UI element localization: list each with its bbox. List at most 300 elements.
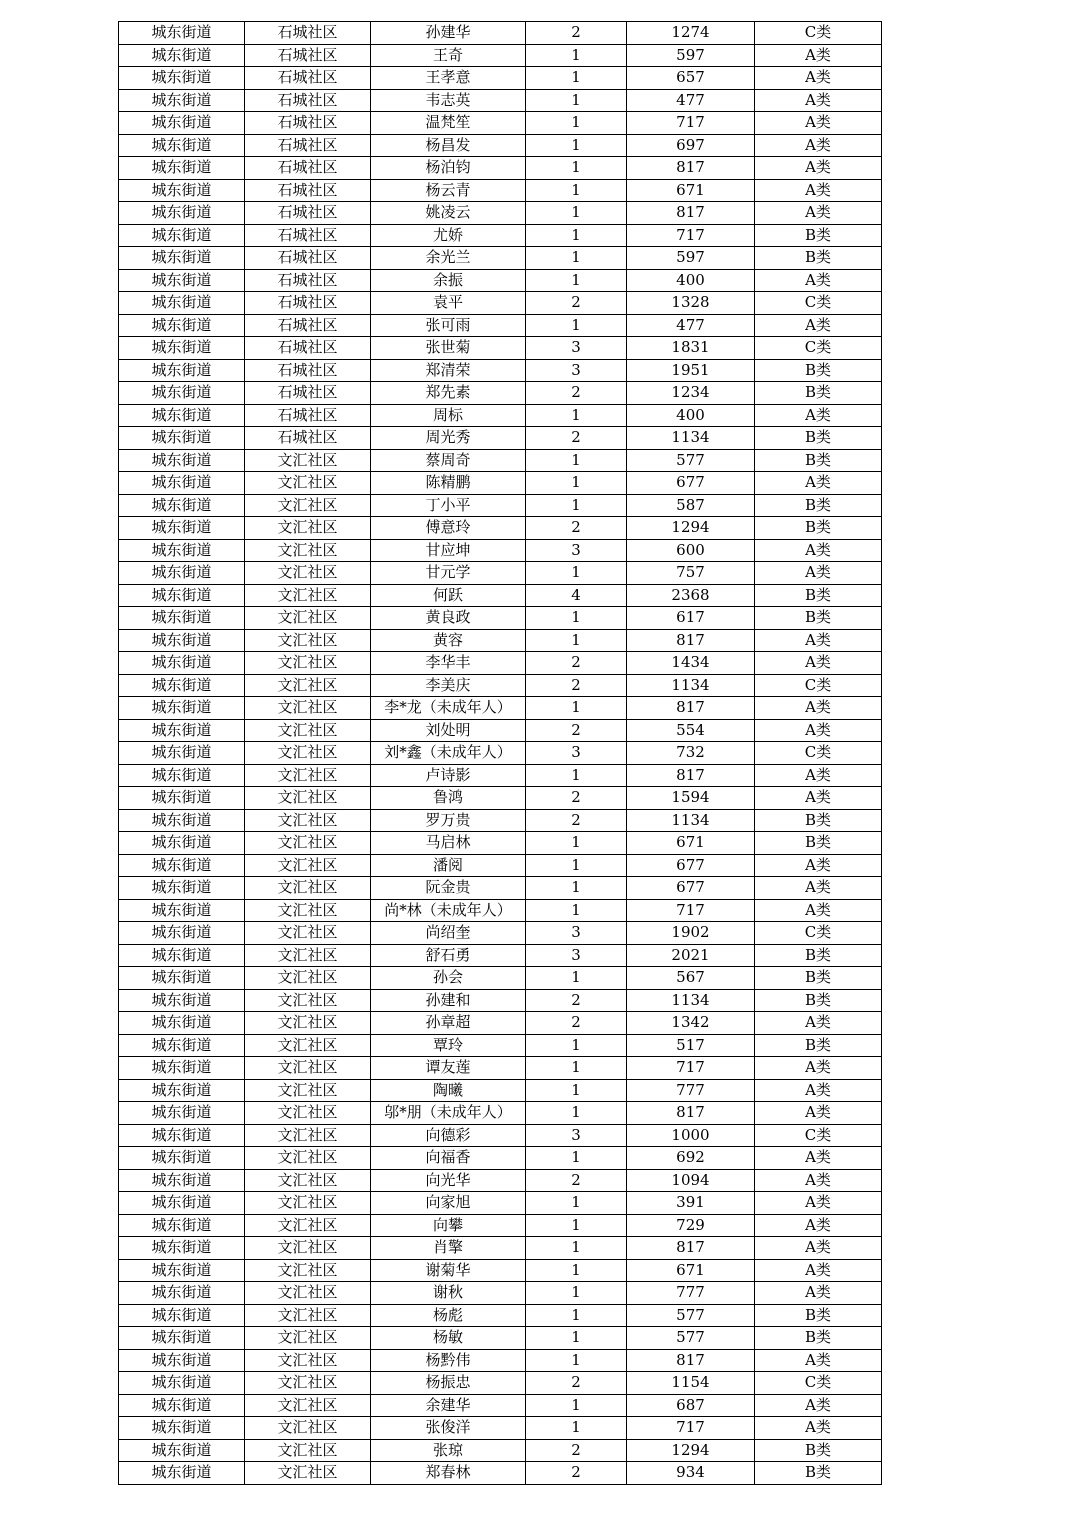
amount-cell: 1000 [627,1124,755,1147]
name-cell: 杨敏 [371,1327,526,1350]
street-cell: 城东街道 [119,269,245,292]
street-cell: 城东街道 [119,922,245,945]
table-row [119,607,882,630]
street-cell: 城东街道 [119,877,245,900]
amount-cell: 671 [627,832,755,855]
name-cell: 向德彩 [371,1124,526,1147]
table-row [119,652,882,675]
name-cell: 陈精鹏 [371,472,526,495]
amount-cell: 677 [627,854,755,877]
name-cell: 向福香 [371,1147,526,1170]
street-cell: 城东街道 [119,832,245,855]
category-cell: B类 [755,382,882,405]
name-cell: 余建华 [371,1394,526,1417]
amount-cell: 567 [627,967,755,990]
amount-cell: 477 [627,314,755,337]
household-size-cell: 2 [526,1012,627,1035]
category-cell: A类 [755,539,882,562]
amount-cell: 817 [627,697,755,720]
table-row [119,764,882,787]
category-cell: A类 [755,562,882,585]
amount-cell: 677 [627,877,755,900]
household-size-cell: 1 [526,967,627,990]
amount-cell: 717 [627,1057,755,1080]
table-row [119,697,882,720]
category-cell: B类 [755,1327,882,1350]
amount-cell: 1902 [627,922,755,945]
street-cell: 城东街道 [119,157,245,180]
table-row [119,1214,882,1237]
amount-cell: 400 [627,269,755,292]
category-cell: C类 [755,337,882,360]
community-cell: 石城社区 [245,134,371,157]
table-row [119,134,882,157]
category-cell: A类 [755,134,882,157]
street-cell: 城东街道 [119,1439,245,1462]
household-size-cell: 1 [526,629,627,652]
community-cell: 文汇社区 [245,1147,371,1170]
amount-cell: 817 [627,157,755,180]
community-cell: 石城社区 [245,157,371,180]
community-cell: 文汇社区 [245,472,371,495]
street-cell: 城东街道 [119,1282,245,1305]
street-cell: 城东街道 [119,719,245,742]
name-cell: 马启林 [371,832,526,855]
household-size-cell: 1 [526,1304,627,1327]
household-size-cell: 2 [526,1169,627,1192]
name-cell: 李华丰 [371,652,526,675]
table-row [119,787,882,810]
community-cell: 文汇社区 [245,1394,371,1417]
name-cell: 尚*林（未成年人） [371,899,526,922]
street-cell: 城东街道 [119,1192,245,1215]
amount-cell: 1294 [627,1439,755,1462]
amount-cell: 817 [627,1102,755,1125]
name-cell: 阮金贵 [371,877,526,900]
name-cell: 杨昌发 [371,134,526,157]
community-cell: 文汇社区 [245,562,371,585]
street-cell: 城东街道 [119,427,245,450]
household-size-cell: 2 [526,1462,627,1485]
household-size-cell: 1 [526,1057,627,1080]
household-size-cell: 3 [526,539,627,562]
street-cell: 城东街道 [119,1417,245,1440]
street-cell: 城东街道 [119,1169,245,1192]
street-cell: 城东街道 [119,1304,245,1327]
category-cell: C类 [755,922,882,945]
amount-cell: 554 [627,719,755,742]
amount-cell: 1294 [627,517,755,540]
name-cell: 鲁鸿 [371,787,526,810]
name-cell: 傅意玲 [371,517,526,540]
amount-cell: 1951 [627,359,755,382]
category-cell: A类 [755,719,882,742]
amount-cell: 2021 [627,944,755,967]
street-cell: 城东街道 [119,382,245,405]
name-cell: 李*龙（未成年人） [371,697,526,720]
category-cell: B类 [755,967,882,990]
name-cell: 肖擎 [371,1237,526,1260]
household-size-cell: 1 [526,1327,627,1350]
community-cell: 文汇社区 [245,1012,371,1035]
amount-cell: 587 [627,494,755,517]
amount-cell: 597 [627,44,755,67]
street-cell: 城东街道 [119,697,245,720]
table-row [119,629,882,652]
community-cell: 文汇社区 [245,877,371,900]
community-cell: 石城社区 [245,292,371,315]
category-cell: B类 [755,1462,882,1485]
category-cell: A类 [755,1192,882,1215]
street-cell: 城东街道 [119,1057,245,1080]
table-row [119,472,882,495]
amount-cell: 817 [627,1237,755,1260]
community-cell: 文汇社区 [245,1057,371,1080]
street-cell: 城东街道 [119,449,245,472]
street-cell: 城东街道 [119,562,245,585]
table-row [119,1147,882,1170]
community-cell: 文汇社区 [245,449,371,472]
name-cell: 刘*鑫（未成年人） [371,742,526,765]
category-cell: A类 [755,44,882,67]
community-cell: 石城社区 [245,179,371,202]
amount-cell: 717 [627,899,755,922]
name-cell: 卢诗影 [371,764,526,787]
table-row [119,44,882,67]
household-size-cell: 1 [526,607,627,630]
name-cell: 尤娇 [371,224,526,247]
category-cell: B类 [755,359,882,382]
community-cell: 文汇社区 [245,1169,371,1192]
street-cell: 城东街道 [119,359,245,382]
category-cell: A类 [755,1282,882,1305]
name-cell: 潘阅 [371,854,526,877]
table-row [119,967,882,990]
household-size-cell: 1 [526,112,627,135]
household-size-cell: 2 [526,517,627,540]
community-cell: 石城社区 [245,112,371,135]
household-size-cell: 1 [526,1214,627,1237]
amount-cell: 1274 [627,22,755,45]
amount-cell: 729 [627,1214,755,1237]
community-cell: 文汇社区 [245,764,371,787]
community-cell: 石城社区 [245,427,371,450]
category-cell: A类 [755,1079,882,1102]
street-cell: 城东街道 [119,292,245,315]
community-cell: 文汇社区 [245,1102,371,1125]
household-size-cell: 2 [526,382,627,405]
household-size-cell: 1 [526,854,627,877]
name-cell: 向攀 [371,1214,526,1237]
community-cell: 石城社区 [245,314,371,337]
street-cell: 城东街道 [119,112,245,135]
household-size-cell: 2 [526,787,627,810]
amount-cell: 1342 [627,1012,755,1035]
community-cell: 文汇社区 [245,629,371,652]
name-cell: 姚凌云 [371,202,526,225]
household-size-cell: 2 [526,1372,627,1395]
household-size-cell: 1 [526,1417,627,1440]
household-size-cell: 1 [526,1394,627,1417]
street-cell: 城东街道 [119,629,245,652]
category-cell: A类 [755,1417,882,1440]
street-cell: 城东街道 [119,337,245,360]
street-cell: 城东街道 [119,674,245,697]
amount-cell: 692 [627,1147,755,1170]
table-row [119,224,882,247]
community-cell: 文汇社区 [245,922,371,945]
table-row [119,1034,882,1057]
household-size-cell: 1 [526,157,627,180]
category-cell: A类 [755,764,882,787]
community-cell: 文汇社区 [245,1214,371,1237]
street-cell: 城东街道 [119,1372,245,1395]
street-cell: 城东街道 [119,584,245,607]
amount-cell: 657 [627,67,755,90]
street-cell: 城东街道 [119,1124,245,1147]
name-cell: 蔡周奇 [371,449,526,472]
amount-cell: 1831 [627,337,755,360]
category-cell: A类 [755,787,882,810]
community-cell: 文汇社区 [245,1349,371,1372]
category-cell: A类 [755,89,882,112]
amount-cell: 1094 [627,1169,755,1192]
community-cell: 文汇社区 [245,742,371,765]
category-cell: B类 [755,989,882,1012]
amount-cell: 817 [627,629,755,652]
street-cell: 城东街道 [119,472,245,495]
street-cell: 城东街道 [119,989,245,1012]
table-row [119,1349,882,1372]
community-cell: 石城社区 [245,202,371,225]
household-size-cell: 2 [526,719,627,742]
table-row [119,1012,882,1035]
amount-cell: 577 [627,449,755,472]
street-cell: 城东街道 [119,1259,245,1282]
street-cell: 城东街道 [119,67,245,90]
community-cell: 文汇社区 [245,1124,371,1147]
household-size-cell: 1 [526,1349,627,1372]
table-row [119,854,882,877]
household-size-cell: 3 [526,944,627,967]
name-cell: 余光兰 [371,247,526,270]
amount-cell: 617 [627,607,755,630]
category-cell: A类 [755,157,882,180]
community-cell: 文汇社区 [245,584,371,607]
name-cell: 王孝意 [371,67,526,90]
name-cell: 向光华 [371,1169,526,1192]
category-cell: B类 [755,607,882,630]
street-cell: 城东街道 [119,314,245,337]
name-cell: 杨黔伟 [371,1349,526,1372]
community-cell: 文汇社区 [245,1034,371,1057]
name-cell: 黄良政 [371,607,526,630]
community-cell: 石城社区 [245,224,371,247]
street-cell: 城东街道 [119,134,245,157]
street-cell: 城东街道 [119,742,245,765]
community-cell: 文汇社区 [245,494,371,517]
table-row [119,1417,882,1440]
street-cell: 城东街道 [119,899,245,922]
household-size-cell: 1 [526,1034,627,1057]
household-size-cell: 1 [526,697,627,720]
table-row [119,1462,882,1485]
table-row [119,1102,882,1125]
household-size-cell: 4 [526,584,627,607]
street-cell: 城东街道 [119,967,245,990]
amount-cell: 1134 [627,674,755,697]
category-cell: C类 [755,292,882,315]
household-size-cell: 1 [526,269,627,292]
category-cell: B类 [755,449,882,472]
name-cell: 郑先素 [371,382,526,405]
table-body [119,22,882,1485]
household-size-cell: 1 [526,44,627,67]
category-cell: C类 [755,674,882,697]
table-row [119,382,882,405]
table-row [119,157,882,180]
household-size-cell: 1 [526,764,627,787]
community-cell: 文汇社区 [245,1304,371,1327]
community-cell: 文汇社区 [245,1439,371,1462]
category-cell: B类 [755,247,882,270]
street-cell: 城东街道 [119,494,245,517]
amount-cell: 777 [627,1282,755,1305]
category-cell: A类 [755,404,882,427]
community-cell: 文汇社区 [245,899,371,922]
category-cell: A类 [755,67,882,90]
household-size-cell: 1 [526,89,627,112]
amount-cell: 697 [627,134,755,157]
household-size-cell: 1 [526,1102,627,1125]
table-row [119,562,882,585]
category-cell: A类 [755,472,882,495]
household-size-cell: 2 [526,652,627,675]
amount-cell: 732 [627,742,755,765]
name-cell: 周标 [371,404,526,427]
table-row [119,1259,882,1282]
household-size-cell: 2 [526,674,627,697]
community-cell: 文汇社区 [245,539,371,562]
category-cell: A类 [755,877,882,900]
household-size-cell: 1 [526,404,627,427]
category-cell: A类 [755,1259,882,1282]
category-cell: B类 [755,427,882,450]
street-cell: 城东街道 [119,1462,245,1485]
community-cell: 文汇社区 [245,1192,371,1215]
amount-cell: 400 [627,404,755,427]
household-size-cell: 1 [526,494,627,517]
table-row [119,674,882,697]
household-size-cell: 1 [526,1282,627,1305]
street-cell: 城东街道 [119,1349,245,1372]
household-size-cell: 1 [526,899,627,922]
table-row [119,1192,882,1215]
table-row [119,314,882,337]
category-cell: A类 [755,179,882,202]
name-cell: 舒石勇 [371,944,526,967]
table-row [119,269,882,292]
community-cell: 文汇社区 [245,944,371,967]
table-row [119,742,882,765]
name-cell: 周光秀 [371,427,526,450]
community-cell: 石城社区 [245,382,371,405]
household-size-cell: 3 [526,742,627,765]
community-cell: 文汇社区 [245,1372,371,1395]
street-cell: 城东街道 [119,202,245,225]
category-cell: A类 [755,1214,882,1237]
name-cell: 杨彪 [371,1304,526,1327]
category-cell: A类 [755,899,882,922]
street-cell: 城东街道 [119,607,245,630]
community-cell: 石城社区 [245,44,371,67]
category-cell: B类 [755,832,882,855]
street-cell: 城东街道 [119,179,245,202]
household-size-cell: 1 [526,832,627,855]
category-cell: B类 [755,224,882,247]
amount-cell: 597 [627,247,755,270]
category-cell: A类 [755,1102,882,1125]
household-size-cell: 1 [526,877,627,900]
street-cell: 城东街道 [119,1327,245,1350]
data-table [118,21,882,1485]
household-size-cell: 3 [526,359,627,382]
category-cell: B类 [755,517,882,540]
household-size-cell: 2 [526,292,627,315]
category-cell: A类 [755,1147,882,1170]
table-row [119,1079,882,1102]
amount-cell: 687 [627,1394,755,1417]
street-cell: 城东街道 [119,1237,245,1260]
street-cell: 城东街道 [119,1214,245,1237]
category-cell: B类 [755,494,882,517]
name-cell: 罗万贵 [371,809,526,832]
name-cell: 甘应坤 [371,539,526,562]
amount-cell: 1434 [627,652,755,675]
table-row [119,989,882,1012]
table-row [119,494,882,517]
community-cell: 文汇社区 [245,1417,371,1440]
table-row [119,719,882,742]
table-row [119,584,882,607]
category-cell: A类 [755,629,882,652]
street-cell: 城东街道 [119,404,245,427]
amount-cell: 1134 [627,809,755,832]
community-cell: 文汇社区 [245,697,371,720]
table-row [119,404,882,427]
amount-cell: 600 [627,539,755,562]
community-cell: 文汇社区 [245,1282,371,1305]
street-cell: 城东街道 [119,89,245,112]
amount-cell: 517 [627,1034,755,1057]
name-cell: 黄容 [371,629,526,652]
community-cell: 石城社区 [245,337,371,360]
table-row [119,1124,882,1147]
amount-cell: 757 [627,562,755,585]
amount-cell: 477 [627,89,755,112]
community-cell: 文汇社区 [245,787,371,810]
name-cell: 张俊洋 [371,1417,526,1440]
household-size-cell: 2 [526,989,627,1012]
community-cell: 文汇社区 [245,967,371,990]
name-cell: 韦志英 [371,89,526,112]
household-size-cell: 2 [526,809,627,832]
category-cell: C类 [755,1124,882,1147]
table-row [119,1304,882,1327]
street-cell: 城东街道 [119,764,245,787]
name-cell: 杨泊钧 [371,157,526,180]
amount-cell: 934 [627,1462,755,1485]
